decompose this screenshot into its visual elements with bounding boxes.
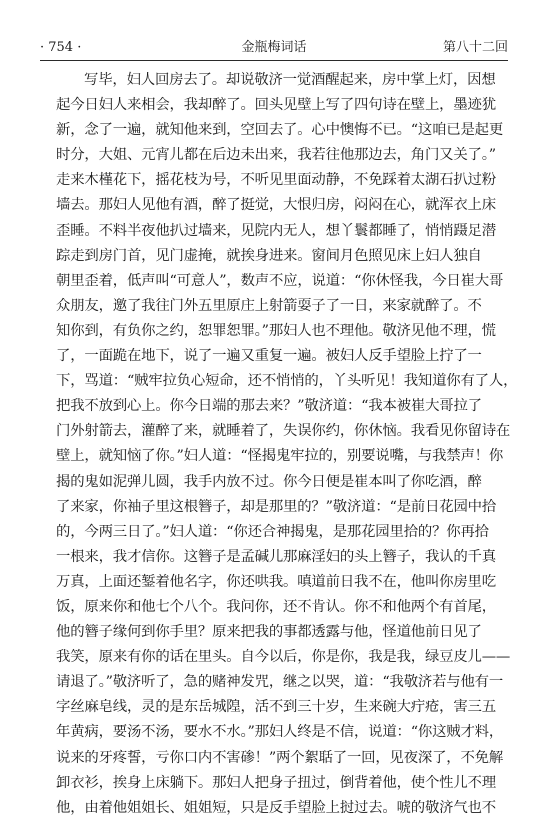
text-line: 时分，大姐、元宵儿都在后边未出来，我若往他那边去，角门又关了。” bbox=[56, 147, 496, 164]
text-line: 饭，原来你和他七个八个。我问你，还不肯认。你不和他两个有首尾， bbox=[56, 598, 496, 615]
text-line: 起今日妇人来相会，我却醉了。回头见壁上写了四句诗在壁上，墨迹犹 bbox=[56, 97, 496, 114]
text-line: 壁上，就知恼了你。”妇人道：“怪揭鬼牢拉的，别要说嘴，与我禁声！你 bbox=[56, 448, 504, 465]
text-line: 揭的鬼如泥弹儿圆，我手内放不过。你今日便是崔本叫了你吃酒，醉 bbox=[56, 473, 482, 490]
body-text bbox=[56, 68, 518, 821]
text-line: 众朋友，邀了我往门外五里原庄上射箭耍子了一日，来家就醉了。不 bbox=[56, 297, 482, 314]
header-rule bbox=[40, 60, 508, 61]
text-line: 踪走到房门首，见门虚掩，就挨身进来。窗间月色照见床上妇人独自 bbox=[56, 247, 482, 264]
text-line: 一根来，我才信你。这簪子是孟碱儿那麻淫妇的头上簪子，我认的千真 bbox=[56, 548, 496, 565]
text-line: 新，念了一遍，就知他来到，空回去了。心中懊悔不已。“这咱已是起更 bbox=[56, 122, 504, 139]
text-line: 请退了。”敬济听了，急的赌神发咒，继之以哭，道：“我敬济若与他有一 bbox=[56, 674, 504, 691]
running-header bbox=[40, 38, 508, 58]
text-line: 了，一面跪在地下，说了一遍又重复一遍。被妇人反手望脸上拧了一 bbox=[56, 348, 482, 365]
text-line: 字丝麻皂线，灵的是东岳城隍，活不到三十岁，生来碗大疔疮，害三五 bbox=[56, 699, 496, 716]
text-line: 歪睡。不料半夜他扒过墙来，见院内无人，想丫鬟都睡了，悄悄蹑足潜 bbox=[56, 222, 496, 239]
text-line: 他的簪子缘何到你手里？原来把我的事都透露与他，怪道他前日见了 bbox=[56, 624, 482, 641]
text-line: 我笑，原来有你的话在里头。自今以后，你是你，我是我，绿豆皮儿—— bbox=[56, 649, 511, 666]
text-line: 他，由着他姐姐长、姐姐短，只是反手望脸上挝过去。唬的敬济气也不 bbox=[56, 799, 496, 816]
text-line: 的，今两三日了。”妇人道：“你还合神揭鬼，是那花园里拾的？你再拾 bbox=[56, 523, 489, 540]
page-number: · 754 · bbox=[40, 40, 82, 55]
text-line: 卸衣衫，挨身上床躺下。那妇人把身子扭过，倒背着他，使个性儿不理 bbox=[56, 774, 496, 791]
text-line: 把我不放到心上。你今日端的那去来？”敬济道：“我本被崔大哥拉了 bbox=[56, 398, 482, 415]
text-line: 墙去。那妇人见他有酒，醉了挺觉，大恨归房，闷闷在心，就浑衣上床 bbox=[56, 197, 496, 214]
text-line: 写毕，妇人回房去了。却说敬济一觉酒醒起来，房中掌上灯，因想 bbox=[84, 72, 496, 88]
text-line: 年黄病，要汤不汤，要水不水。”那妇人终是不信，说道：“你这贼才料， bbox=[56, 724, 504, 741]
text-line: 了来家，你袖子里这根簪子，却是那里的？”敬济道：“是前日花园中拾 bbox=[56, 498, 497, 515]
text-line: 门外射箭去，灌醉了来，就睡着了，失误你约，你休恼。我看见你留诗在 bbox=[56, 423, 511, 440]
text-line: 下，骂道：“贼牢拉负心短命，还不悄悄的，丫头听见！我知道你有了人， bbox=[56, 373, 518, 390]
text-line: 走来木槿花下，摇花枝为号，不听见里面动静，不免踩着太湖石扒过粉 bbox=[56, 172, 496, 189]
text-line: 说来的牙疼誓，亏你口内不害碜！”两个絮聒了一回，见夜深了，不免解 bbox=[56, 749, 504, 766]
book-title: 金瓶梅词话 bbox=[241, 40, 307, 55]
text-line: 万真，上面还錾着他名字，你还哄我。嗔道前日我不在，他叫你房里吃 bbox=[56, 573, 496, 590]
text-line: 知你到，有负你之约，恕罪恕罪。”那妇人也不理他。敬济见他不理，慌 bbox=[56, 322, 496, 339]
text-line: 朝里歪着，低声叫“可意人”，数声不应，说道：“你休怪我，今日崔大哥 bbox=[56, 272, 504, 289]
chapter-title: 第八十二回 bbox=[442, 40, 508, 55]
